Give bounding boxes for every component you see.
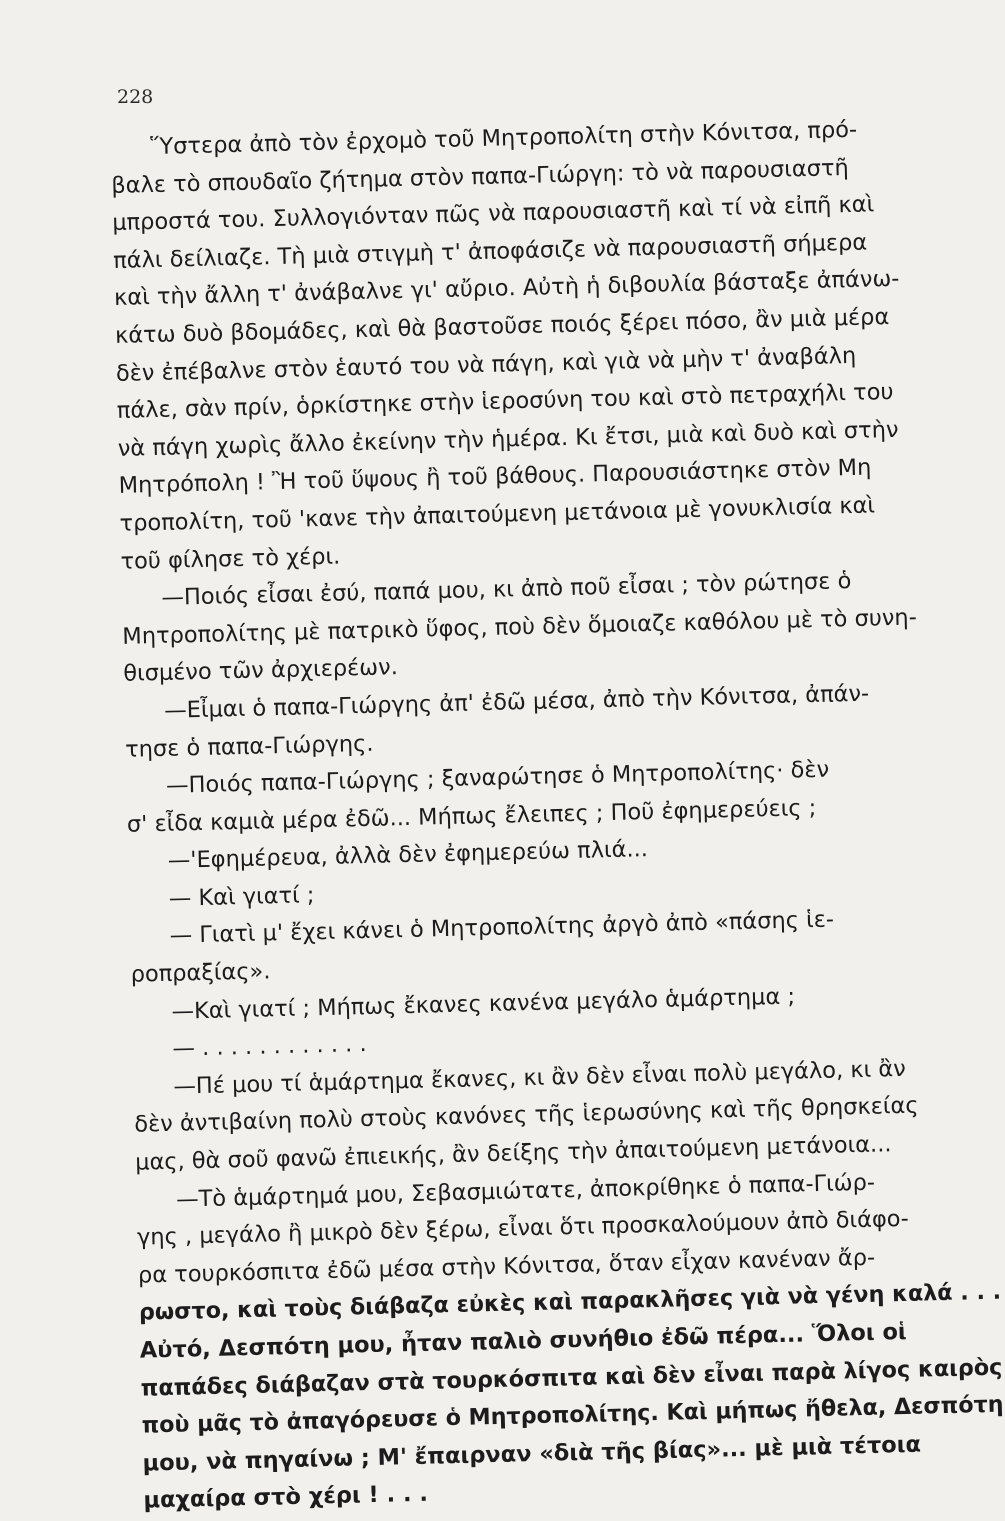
text-line: — Καὶ γιατί ; [168, 882, 315, 912]
text-line: μαχαίρα στὸ χέρι ! . . . [143, 1481, 429, 1514]
text-line: γης , μεγάλο ἢ μικρὸ δὲν ξέρω, εἶναι ὅτι προσκαλούμουν ἀπὸ διάφο- [136, 1206, 909, 1251]
text-line: Μητροπολίτης μὲ πατρικὸ ὕφος, ποὺ δὲν ὅμοιαζε καθόλου μὲ τὸ συνη- [122, 604, 918, 650]
text-line: —Ποιός εἶσαι ἐσύ, παπά μου, κι ἀπὸ ποῦ εἶσαι ; τὸν ρώτησε ὁ [161, 568, 852, 612]
text-line: — Γιατὶ μ' ἔχει κάνει ὁ Μητροπολίτης ἀργὸ ἀπὸ «πάσης ἱε- [169, 907, 835, 950]
text-line: Ὕστερα ἀπὸ τὸν ἐρχομὸ τοῦ Μητροπολίτη στὴν Κόνιτσα, πρό- [150, 116, 858, 161]
text-line: δὲν ἀντιβαίνη πολὺ στοὺς κανόνες τῆς ἱερωσύνης καὶ τῆς θρησκείας [134, 1092, 919, 1139]
text-line: βαλε τὸ σπουδαῖο ζήτημα στὸν παπα-Γιώργη: τὸ νὰ παρουσιαστῆ [111, 154, 850, 199]
text-line: τροπολίτη, τοῦ 'κανε τὴν ἀπαιτούμενη μετάνοια μὲ γονυκλισία καὶ [119, 492, 876, 537]
text-line: μου, νὰ πηγαίνω ; Μ' ἔπαιρναν «διὰ τῆς βίας»... μὲ μιὰ τέτοια [142, 1431, 922, 1477]
body-text [110, 109, 1005, 1521]
text-line: Αὐτό, Δεσπότη μου, ἦταν παλιὸ συνήθιο ἐδῶ πέρα... Ὅλοι οἱ [139, 1318, 907, 1364]
text-line: — . . . . . . . . . . . . [172, 1031, 367, 1062]
text-line: —Πέ μου τί ἁμάρτημα ἔκανες, κι ἂν δὲν εἶναι πολὺ μεγάλο, κι ἂν [173, 1055, 907, 1100]
text-line: —Καὶ γιατί ; Μήπως ἔκανες κανένα μεγάλο ἁμάρτημα ; [171, 983, 796, 1025]
text-line: πάλι δείλιαζε. Τὴ μιὰ στιγμὴ τ' ἀποφάσιζε νὰ παρουσιαστῆ σήμερα [112, 229, 868, 274]
text-line: ποὺ μᾶς τὸ ἀπαγόρευσε ὁ Μητροπολίτης. Καὶ μήπως ἤθελα, Δεσπότη [141, 1391, 1004, 1439]
text-line: —'Εφημέρευα, ἀλλὰ δὲν ἐφημερεύω πλιά... [167, 836, 649, 875]
text-line: μας, θὰ σοῦ φανῶ ἐπιεικής, ἂν δείξης τὴν ἀπαιτούμενη μετάνοια... [134, 1131, 892, 1176]
text-line: ρα τουρκόσπιτα ἐδῶ μέσα στὴν Κόνιτσα, ὅταν εἶχαν κανέναν ἄρ- [137, 1244, 876, 1289]
text-line: παπάδες διάβαζαν στὰ τουρκόσπιτα καὶ δὲν εἶναι παρὰ λίγος καιρὸς [140, 1354, 1003, 1402]
text-line: θισμένο τῶν ἀρχιερέων. [122, 654, 399, 688]
text-line: μπροστά του. Συλλογιόνταν πῶς νὰ παρουσιαστῆ καὶ τί νὰ εἰπῆ καὶ [111, 191, 875, 237]
text-line: καὶ τὴν ἄλλη τ' ἀνάβαλνε γι' αὔριο. Αὐτὴ ἡ διβουλία βάσταξε ἀπάνω- [113, 266, 900, 312]
text-line: πάλε, σὰν πρίν, ὁρκίστηκε στὴν ἱεροσύνη του καὶ στὸ πετραχήλι του [116, 379, 894, 425]
text-line: ροπραξίας». [130, 958, 271, 988]
text-line: νὰ πάγη χωρὶς ἄλλο ἐκείνην τὴν ἡμέρα. Κι ἔτσι, μιὰ καὶ δυὸ καὶ στὴν [117, 416, 899, 462]
page-number: 228 [117, 86, 154, 108]
text-line: Μητρόπολη ! Ἢ τοῦ ὕψους ἢ τοῦ βάθους. Παρουσιάστηκε στὸν Μη [118, 454, 872, 500]
text-line: —Τὸ ἁμάρτημά μου, Σεβασμιώτατε, ἀποκρίθηκε ὁ παπα-Γιώρ- [175, 1169, 876, 1213]
text-line: τοῦ φίλησε τὸ χέρι. [120, 543, 341, 575]
text-line: δὲν ἐπέβαλνε στὸν ἑαυτό του νὰ πάγη, καὶ γιὰ νὰ μὴν τ' ἀναβάλη [115, 342, 857, 387]
text-line: κάτω δυὸ βδομάδες, καὶ θὰ βαστοῦσε ποιός ξέρει πόσο, ἂν μιὰ μέρα [114, 303, 890, 349]
text-line: —Εἶμαι ὁ παπα-Γιώργης ἀπ' ἐδῶ μέσα, ἀπὸ τὴν Κόνιτσα, ἀπάν- [163, 680, 870, 724]
text-line: —Ποιός παπα-Γιώργης ; ξαναρώτησε ὁ Μητροπολίτης· δὲν [165, 756, 830, 799]
text-line: ρωστο, καὶ τοὺς διάβαζα εὐκὲς καὶ παρακλῆσες γιὰ νὰ γένη καλά . . . [138, 1278, 1002, 1327]
text-line: τησε ὁ παπα-Γιώργης. [124, 730, 374, 763]
text-line: σ' εἶδα καμιὰ μέρα ἐδῶ... Μήπως ἔλειπες ; Ποῦ ἐφημερεύεις ; [126, 794, 817, 838]
